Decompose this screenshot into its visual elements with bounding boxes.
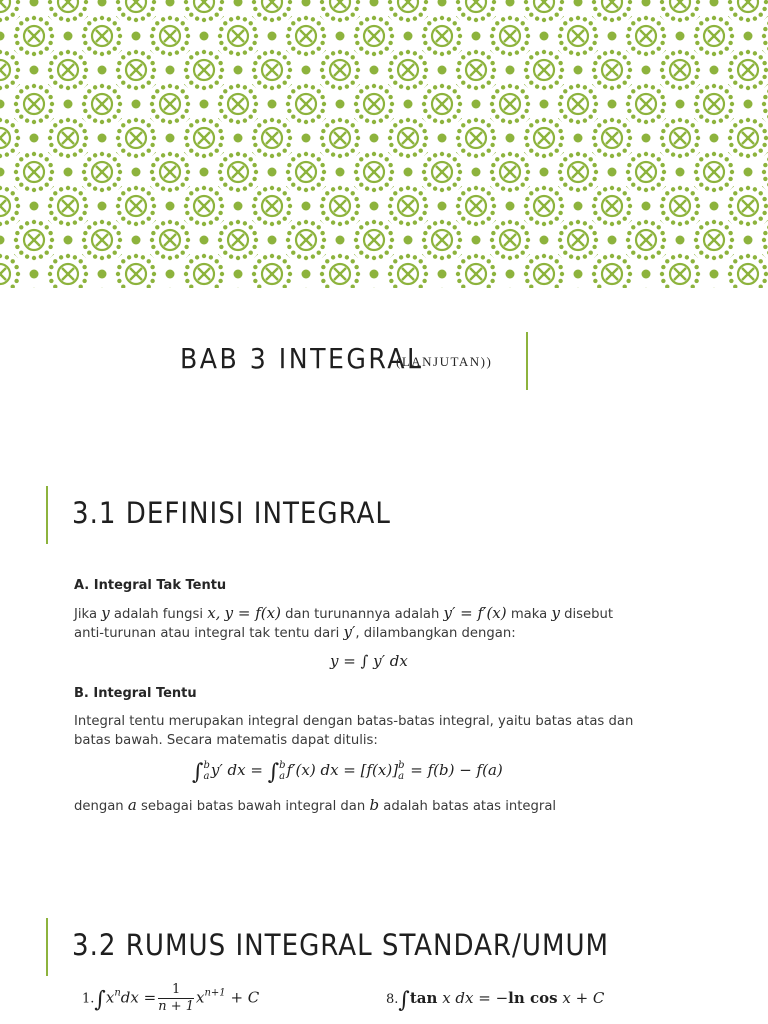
text: disebut	[559, 607, 614, 622]
paragraph-b-line2: batas bawah. Secara matematis dapat ditulis:	[74, 733, 378, 748]
equation-part: x dx = −	[437, 989, 509, 1007]
math-x: x,	[207, 604, 221, 622]
paragraph-a-line2	[74, 623, 684, 643]
exponent: n+1	[204, 987, 226, 999]
lower-limit: a	[398, 771, 405, 782]
lower-limit: a	[279, 771, 286, 782]
equation-part: + C	[225, 988, 260, 1007]
numerator: 1	[158, 982, 194, 999]
equation-part: x + C	[557, 989, 605, 1007]
equation-indefinite-integral: y = ∫ y′ dx	[330, 652, 408, 670]
exponent: n	[114, 987, 121, 999]
equation-part: dx =	[120, 988, 157, 1007]
formula-8	[386, 988, 604, 1013]
subheading-integral-tentu: B. Integral Tentu	[74, 686, 197, 701]
section-accent-bar	[46, 918, 48, 976]
formula-number: 8.	[386, 992, 399, 1007]
equation-part: y′ dx =	[210, 761, 268, 779]
integral-sign: ∫	[94, 987, 106, 1013]
equation-part: x	[105, 988, 115, 1007]
lower-limit: a	[203, 771, 210, 782]
paragraph-a-line1	[74, 604, 684, 624]
paragraph-b-line1: Integral tentu merupakan integral dengan batas-batas integral, yaitu batas atas dan	[74, 714, 634, 729]
integral-limits	[203, 760, 209, 782]
decorative-pattern-banner	[0, 0, 768, 288]
text: , dilambangkan dengan:	[355, 626, 516, 641]
upper-limit: b	[279, 760, 286, 771]
integral-sign: ∫	[398, 988, 410, 1013]
section-heading-3-2: 3.2 RUMUS INTEGRAL STANDAR/UMUM	[72, 928, 610, 962]
text: adalah fungsi	[109, 607, 208, 622]
math-fx: y = f(x)	[224, 604, 281, 622]
math-derivative: y′ = f′(x)	[443, 604, 507, 622]
equation-part: x	[196, 988, 205, 1007]
text: dan turunannya adalah	[280, 607, 444, 622]
text: dengan	[74, 799, 128, 814]
math-y: y	[551, 604, 560, 622]
equation-part: f′(x) dx = [f(x)]	[286, 761, 399, 779]
integral-sign: ∫	[192, 760, 204, 785]
bracket-limits	[398, 760, 404, 782]
integral-limits	[279, 760, 285, 782]
integral-sign: ∫	[267, 760, 280, 785]
text: adalah batas atas integral	[379, 799, 557, 814]
title-main: BAB 3 INTEGRAL	[180, 342, 424, 375]
title-subtitle: (LANJUTAN))	[396, 354, 493, 369]
text: anti-turunan atau integral tak tentu dari	[74, 626, 344, 641]
fraction	[158, 982, 194, 1015]
function-name: ln cos	[508, 989, 558, 1007]
function-name: tan	[409, 989, 438, 1007]
text: Jika	[74, 607, 102, 622]
section-heading-3-1: 3.1 DEFINISI INTEGRAL	[72, 496, 391, 530]
upper-limit: b	[398, 760, 405, 771]
subheading-integral-tak-tentu: A. Integral Tak Tentu	[74, 578, 227, 593]
upper-limit: b	[203, 760, 210, 771]
math-y: y	[101, 604, 110, 622]
paragraph-b-line3	[74, 796, 684, 816]
math-b: b	[369, 796, 380, 814]
equation-part: = f(b) − f(a)	[405, 761, 503, 779]
text: maka	[506, 607, 552, 622]
math-y-prime: y′	[343, 623, 356, 641]
formula-1	[82, 982, 259, 1015]
text: sebagai batas bawah integral dan	[136, 799, 370, 814]
title-accent-rule	[526, 332, 528, 390]
pattern-graphic	[0, 0, 768, 288]
math-a: a	[127, 796, 137, 814]
equation-definite-integral	[192, 760, 503, 785]
denominator: n + 1	[158, 999, 195, 1014]
formula-number: 1.	[82, 991, 95, 1007]
section-accent-bar	[46, 486, 48, 544]
